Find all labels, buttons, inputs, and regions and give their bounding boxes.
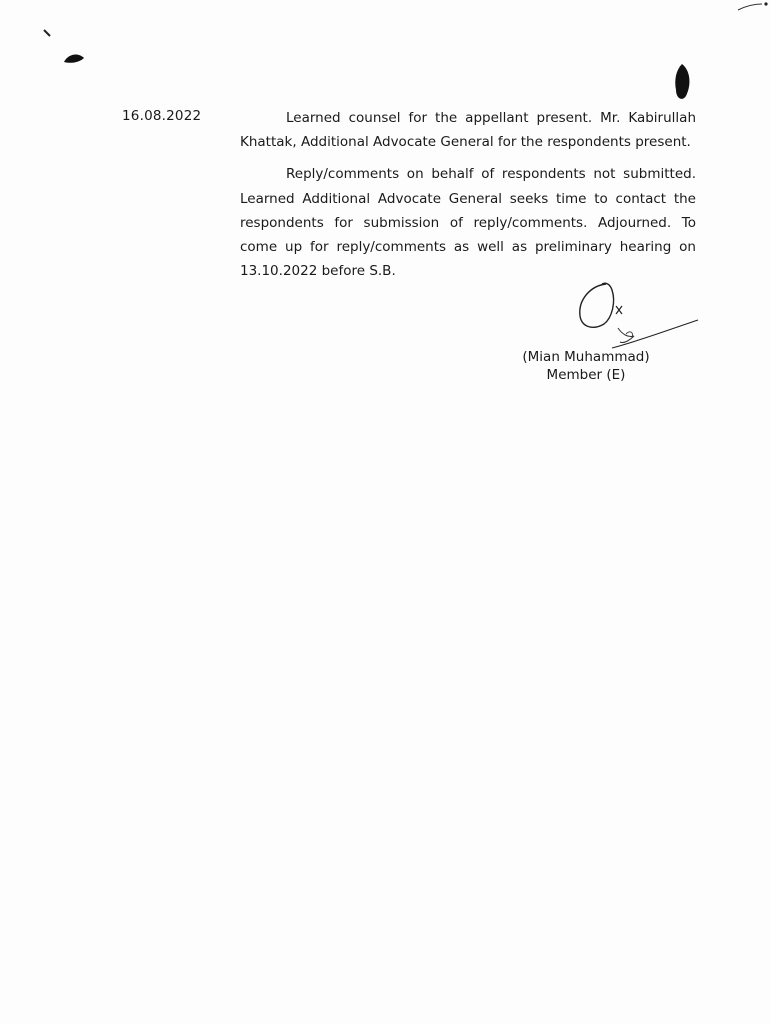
scan-mark-top-left (40, 26, 100, 72)
handwritten-signature-icon (572, 278, 702, 358)
order-date: 16.08.2022 (122, 108, 202, 124)
signatory-block (506, 348, 666, 384)
scan-mark-corner (736, 0, 770, 14)
order-paragraph-1: Learned counsel for the appellant present. Mr. Kabirullah Khattak, Additional Advocate General for the respondents present. (240, 110, 696, 151)
signatory-designation: Member (E) (546, 367, 626, 383)
order-body (240, 106, 696, 291)
signatory-name: (Mian Muhammad) (522, 349, 650, 365)
order-paragraph-2: Reply/comments on behalf of respondents not submitted. Learned Additional Advocate General seeks time to contact the respondents for submission of reply/comments. Adjourned. To come up for reply/comments as well as preliminary hearing on 13.10.2022 before S.B. (240, 166, 696, 280)
scan-mark-top-right (668, 60, 698, 104)
